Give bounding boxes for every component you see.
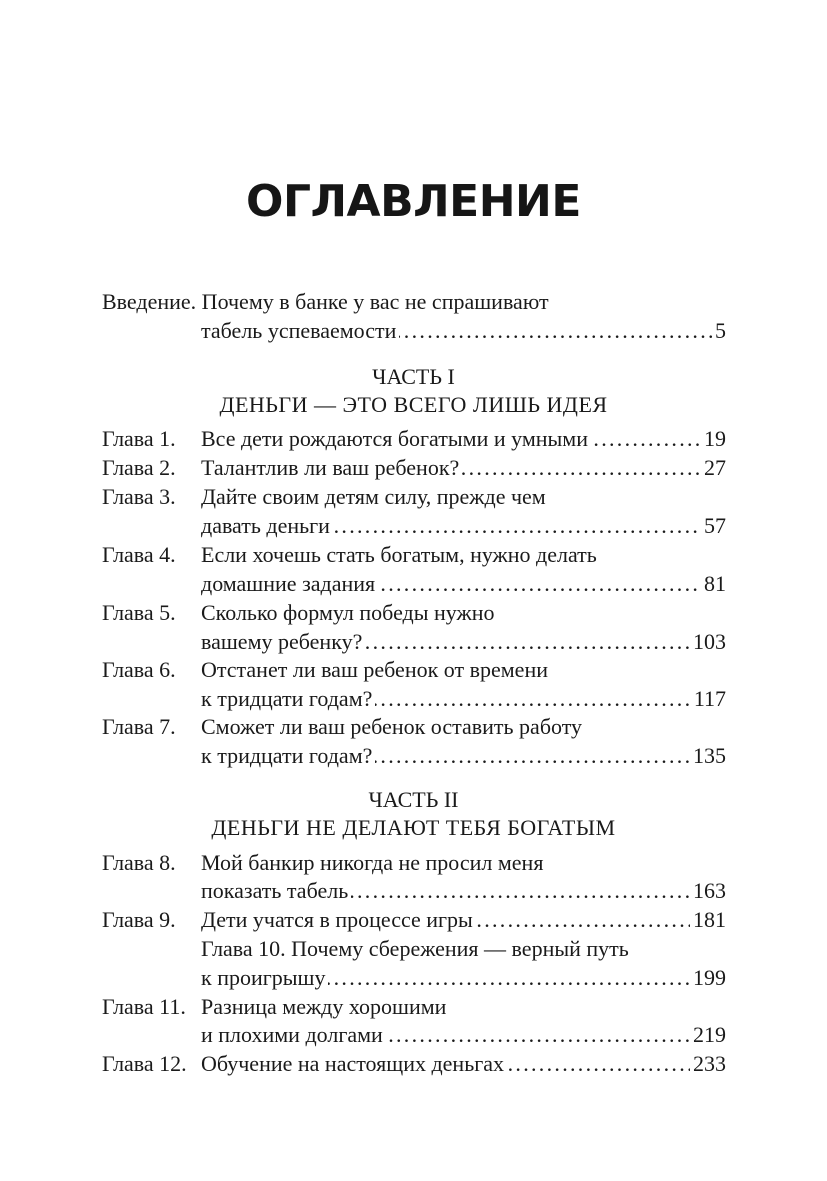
chapter-label: Глава 3. bbox=[102, 484, 176, 509]
toc-entry-chapter-8 bbox=[102, 848, 543, 878]
chapter-title: Сколько формул победы нужно bbox=[201, 600, 495, 625]
toc-entry-chapter-9 bbox=[102, 905, 726, 935]
toc-entry-chapter-3 bbox=[102, 482, 546, 512]
chapter-title: Если хочешь стать богатым, нужно делать bbox=[201, 542, 597, 567]
toc-entry-chapter-2 bbox=[102, 453, 726, 483]
chapter-title: Дайте своим детям силу, прежде чем bbox=[201, 484, 546, 509]
chapter-label: Глава 5. bbox=[102, 600, 176, 625]
page-title: ОГЛАВЛЕНИЕ bbox=[246, 176, 581, 227]
chapter-title-cont: и плохими долгами bbox=[201, 1022, 386, 1047]
part-2-title: ДЕНЬГИ НЕ ДЕЛАЮТ ТЕБЯ БОГАТЫМ bbox=[211, 815, 616, 840]
toc-entry-chapter-12 bbox=[102, 1049, 726, 1079]
toc-entry-chapter-11 bbox=[102, 992, 446, 1022]
part-1-label: ЧАСТЬ I bbox=[372, 364, 455, 389]
chapter-title: Все дети рождаются богатыми и умными bbox=[201, 426, 588, 451]
chapter-title-cont: показать табель bbox=[201, 878, 351, 903]
chapter-page-number: 199 bbox=[690, 963, 726, 993]
chapter-title: Отстанет ли ваш ребенок от времени bbox=[201, 657, 548, 682]
toc-entry-chapter-11-cont bbox=[201, 1020, 726, 1050]
toc-entry-chapter-1 bbox=[102, 424, 726, 454]
toc-entry-chapter-7 bbox=[102, 712, 582, 742]
chapter-label: Глава 4. bbox=[102, 542, 176, 567]
toc-entry-chapter-8-cont bbox=[201, 876, 726, 906]
chapter-page-number: 103 bbox=[690, 627, 726, 657]
chapter-title-cont: давать деньги bbox=[201, 513, 333, 538]
chapter-page-number: 135 bbox=[690, 741, 726, 771]
chapter-label: Глава 9. bbox=[102, 907, 176, 932]
toc-entry-chapter-5-cont bbox=[201, 627, 726, 657]
toc-entry-chapter-7-cont bbox=[201, 741, 726, 771]
intro-line-2 bbox=[201, 316, 726, 346]
chapter-title-cont: к тридцати годам? bbox=[201, 686, 375, 711]
chapter-page-number: 27 bbox=[701, 453, 726, 483]
chapter-title: Талантлив ли ваш ребенок? bbox=[201, 455, 460, 480]
chapter-title-cont: домашние задания bbox=[201, 571, 378, 596]
chapter-title-cont: к тридцати годам? bbox=[201, 743, 375, 768]
part-2-label: ЧАСТЬ II bbox=[368, 787, 459, 812]
chapter-page-number: 181 bbox=[690, 905, 726, 935]
toc-entry-chapter-5 bbox=[102, 598, 494, 628]
chapter-title: Мой банкир никогда не просил меня bbox=[201, 850, 544, 875]
chapter-page-number: 81 bbox=[701, 569, 726, 599]
intro-line-2-text: табель успеваемости bbox=[201, 318, 399, 343]
toc-entry-chapter-10 bbox=[201, 934, 629, 964]
chapter-title: Обучение на настоящих деньгах bbox=[201, 1051, 505, 1076]
chapter-label: Глава 2. bbox=[102, 455, 176, 480]
chapter-page-number: 117 bbox=[691, 684, 726, 714]
chapter-title: Сможет ли ваш ребенок оставить работу bbox=[201, 714, 583, 739]
toc-entry-chapter-4 bbox=[102, 540, 597, 570]
chapter-label: Глава 1. bbox=[102, 426, 176, 451]
toc-entry-chapter-6 bbox=[102, 655, 548, 685]
chapter-label: Глава 7. bbox=[102, 714, 176, 739]
chapter-page-number: 19 bbox=[701, 424, 726, 454]
toc-entry-chapter-6-cont bbox=[201, 684, 726, 714]
chapter-label: Глава 11. bbox=[102, 994, 186, 1019]
chapter-page-number: 233 bbox=[690, 1049, 726, 1079]
chapter-page-number: 57 bbox=[701, 511, 726, 541]
toc-entry-chapter-3-cont bbox=[201, 511, 726, 541]
chapter-page-number: 219 bbox=[690, 1020, 726, 1050]
chapter-title-cont: к проигрышу bbox=[201, 965, 328, 990]
chapter-title: Разница между хорошими bbox=[201, 994, 447, 1019]
chapter-title-cont: вашему ребенку? bbox=[201, 629, 365, 654]
chapter-label: Глава 8. bbox=[102, 850, 176, 875]
chapter-label: Глава 6. bbox=[102, 657, 176, 682]
chapter-label: Глава 12. bbox=[102, 1051, 187, 1076]
part-1-title: ДЕНЬГИ — ЭТО ВСЕГО ЛИШЬ ИДЕЯ bbox=[219, 392, 608, 417]
intro-line-1: Введение. Почему в банке у вас не спрашивают bbox=[102, 289, 549, 314]
intro-page-number: 5 bbox=[712, 316, 726, 346]
toc-entry-chapter-10-cont bbox=[201, 963, 726, 993]
chapter-title: Глава 10. Почему сбережения — верный путь bbox=[201, 936, 629, 961]
toc-entry-chapter-4-cont bbox=[201, 569, 726, 599]
chapter-title: Дети учатся в процессе игры bbox=[201, 907, 473, 932]
chapter-page-number: 163 bbox=[690, 876, 726, 906]
